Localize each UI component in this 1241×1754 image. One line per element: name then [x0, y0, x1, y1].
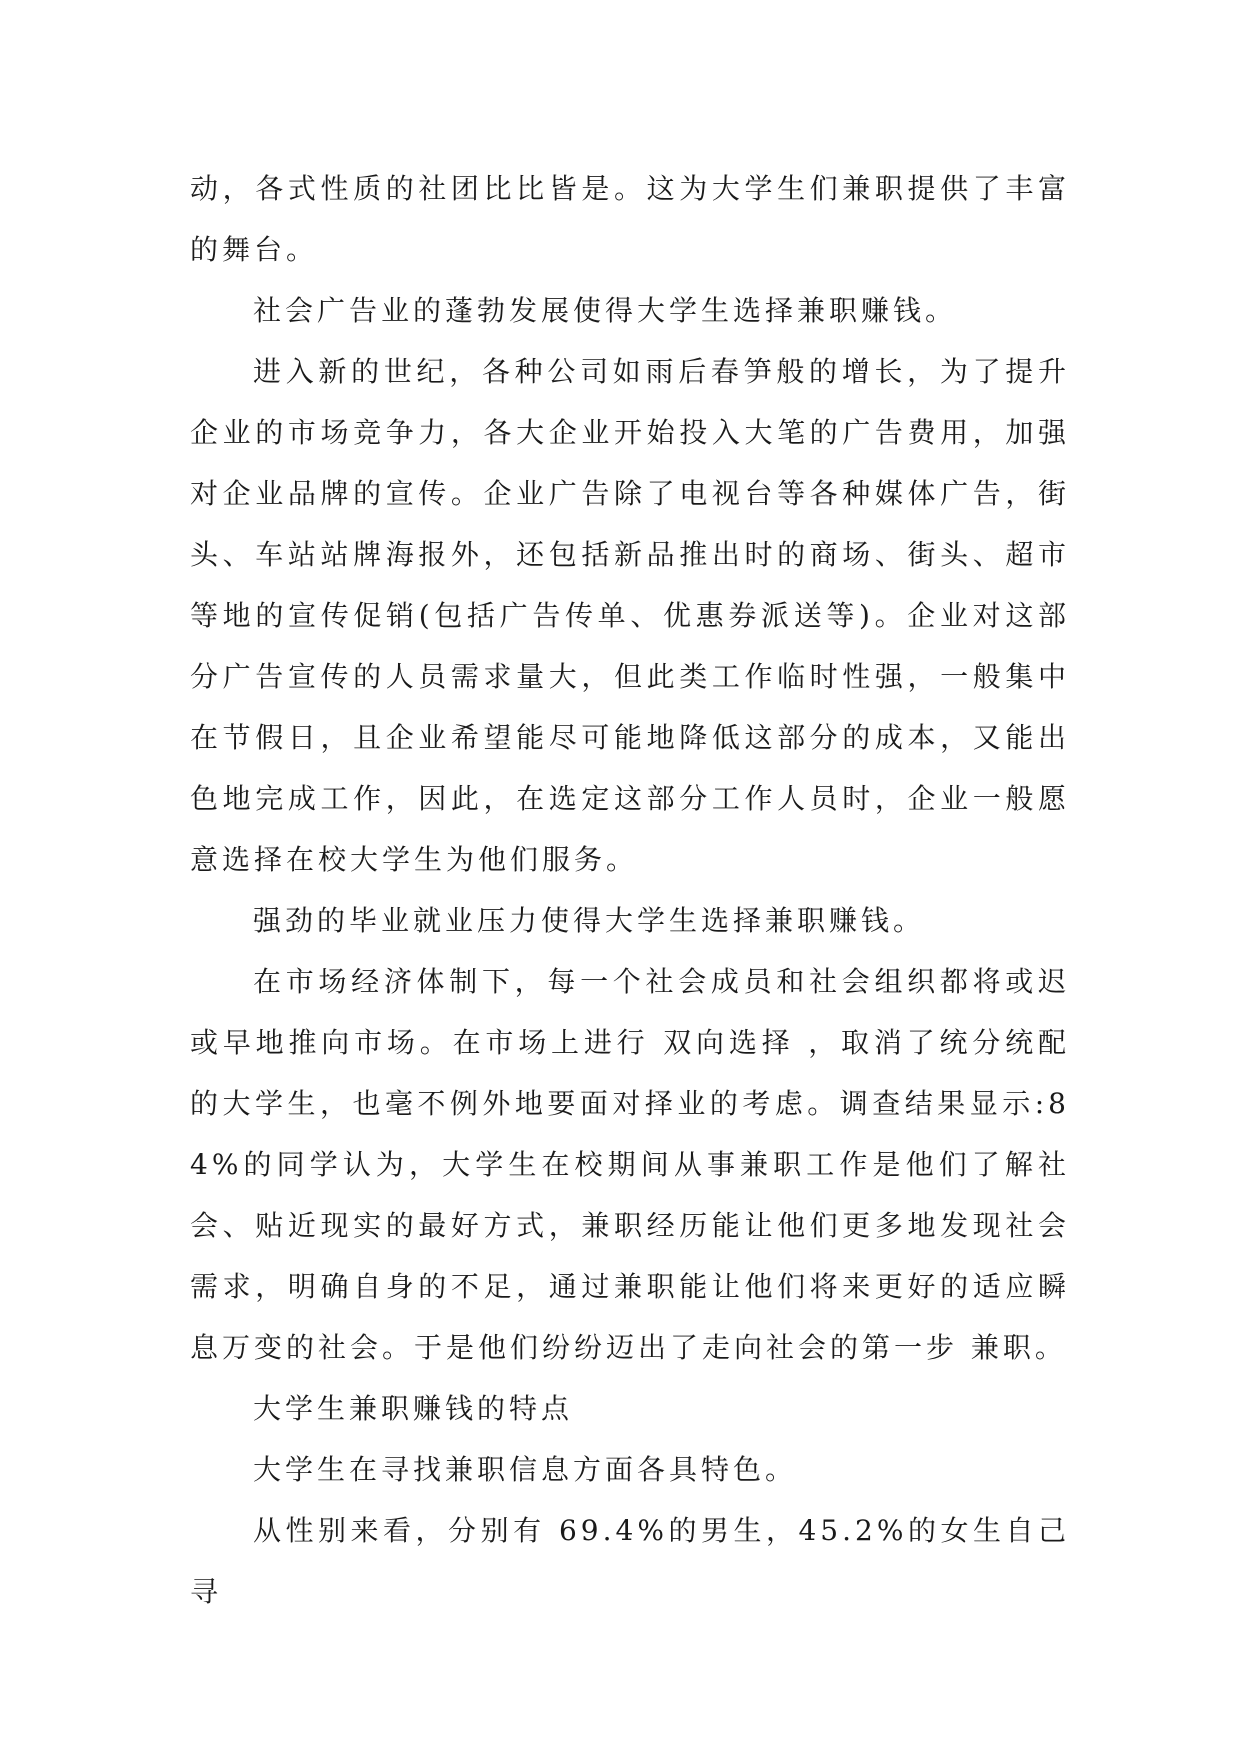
paragraph-4: 强劲的毕业就业压力使得大学生选择兼职赚钱。	[253, 904, 926, 937]
section-heading: 大学生兼职赚钱的特点	[253, 1392, 574, 1425]
paragraph-1: 动，各式性质的社团比比皆是。这为大学生们兼职提供了丰富的舞台。	[190, 172, 1070, 266]
document-body	[190, 158, 1070, 1622]
paragraph-2: 社会广告业的蓬勃发展使得大学生选择兼职赚钱。	[253, 294, 958, 327]
paragraph-3: 进入新的世纪，各种公司如雨后春笋般的增长，为了提升企业的市场竞争力，各大企业开始投入大笔的广告费用，加强对企业品牌的宣传。企业广告除了电视台等各种媒体广告，街头、车站站牌海报外，还包括新品推出时的商场、街头、超市等地的宣传促销(包括广告传单、优惠券派送等)。企业对这部分广告宣传的人员需求量大，但此类工作临时性强，一般集中在节假日，且企业希望能尽可能地降低这部分的成本，又能出色地完成工作，因此，在选定这部分工作人员时，企业一般愿意选择在校大学生为他们服务。	[190, 355, 1070, 876]
paragraph-5: 在市场经济体制下，每一个社会成员和社会组织都将或迟或早地推向市场。在市场上进行 双向选择 ，取消了统分统配的大学生，也毫不例外地要面对择业的考虑。调查结果显示:84%的同学认为，大学生在校期间从事兼职工作是他们了解社会、贴近现实的最好方式，兼职经历能让他们更多地发现社会需求，明确自身的不足，通过兼职能让他们将来更好的适应瞬息万变的社会。于是他们纷纷迈出了走向社会的第一步 兼职。	[190, 965, 1070, 1364]
paragraph-7: 大学生在寻找兼职信息方面各具特色。	[253, 1453, 798, 1486]
paragraph-8: 从性别来看，分别有 69.4%的男生，45.2%的女生自己寻	[190, 1514, 1070, 1608]
